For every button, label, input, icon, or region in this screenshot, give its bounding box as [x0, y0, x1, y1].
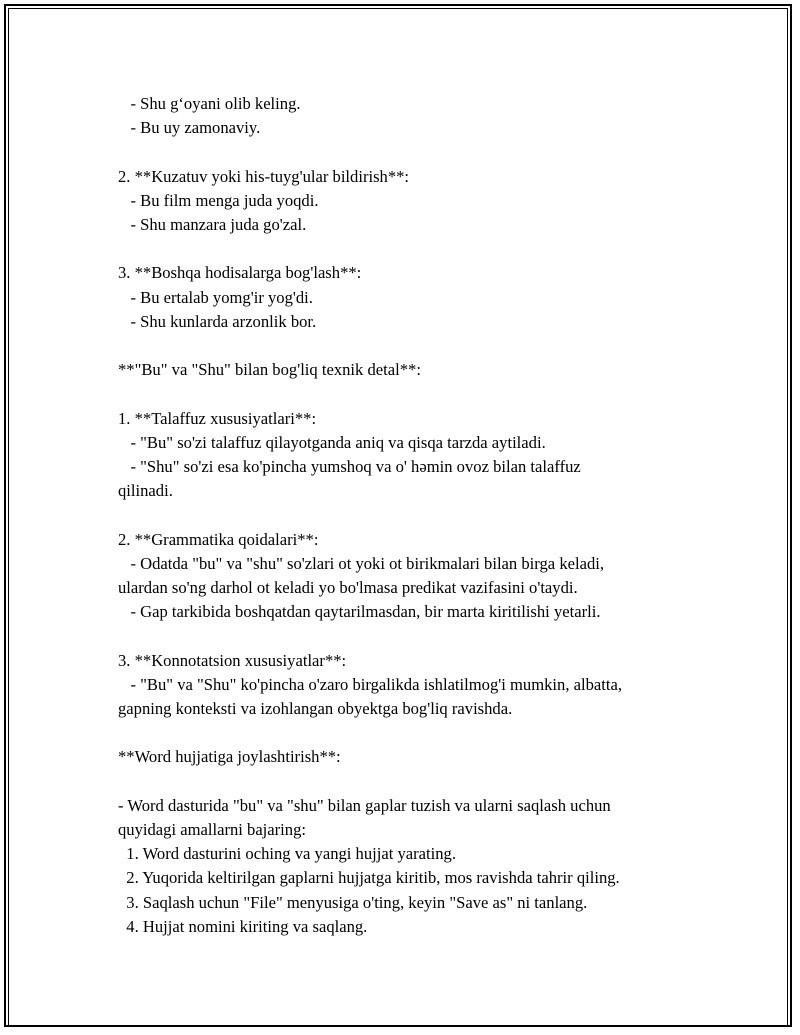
text-line: - Shu kunlarda arzonlik bor.	[118, 311, 317, 331]
blank-line	[118, 334, 688, 358]
text-line: - Bu ertalab yomg'ir yog'di.	[118, 287, 313, 307]
section-heading: 2. **Grammatika qoidalari**:	[118, 529, 319, 549]
text-line: - "Bu" va "Shu" ko'pincha o'zaro birgalikda ishlatilmog'i mumkin, albatta,	[118, 674, 622, 694]
blank-line	[118, 503, 688, 527]
text-line: - "Bu" so'zi talaffuz qilayotganda aniq va qisqa tarzda aytiladi.	[118, 432, 546, 452]
text-line: - Bu film menga juda yoqdi.	[118, 190, 319, 210]
blank-line	[118, 770, 688, 794]
section-heading: **Word hujjatiga joylashtirish**:	[118, 747, 341, 767]
text-line: - Gap tarkibida boshqatdan qaytarilmasdan, bir marta kiritilishi yetarli.	[118, 602, 601, 622]
text-line: - Bu uy zamonaviy.	[118, 118, 261, 138]
text-line: quyidagi amallarni bajaring:	[118, 819, 307, 839]
text-line: gapning konteksti va izohlangan obyektga bog'liq ravishda.	[118, 698, 513, 718]
text-line: - "Shu" so'zi esa ko'pincha yumshoq va o' həmin ovoz bilan talaffuz	[118, 456, 581, 476]
text-line: - Shu g‘oyani olib keling.	[118, 94, 301, 113]
section-heading: 1. **Talaffuz xususiyatlari**:	[118, 408, 317, 428]
list-item: 3. Saqlash uchun "File" menyusiga o'ting, keyin "Save as" ni tanlang.	[118, 892, 588, 912]
blank-line	[118, 721, 688, 745]
section-heading: 3. **Konnotatsion xususiyatlar**:	[118, 650, 347, 670]
blank-line	[118, 382, 688, 406]
list-item: 2. Yuqorida keltirilgan gaplarni hujjatga kiritib, mos ravishda tahrir qiling.	[118, 868, 620, 888]
list-item: 4. Hujjat nomini kiriting va saqlang.	[118, 916, 368, 936]
text-line: qilinadi.	[118, 481, 173, 501]
text-line: - Odatda "bu" va "shu" so'zlari ot yoki ot birikmalari bilan birga keladi,	[118, 553, 605, 573]
list-item: 1. Word dasturini oching va yangi hujjat yarating.	[118, 844, 456, 864]
section-heading: 2. **Kuzatuv yoki his-tuyg'ular bildirish**:	[118, 166, 410, 186]
section-heading: 3. **Boshqa hodisalarga bog'lash**:	[118, 263, 362, 283]
blank-line	[118, 140, 688, 164]
text-line: - Shu manzara juda go'zal.	[118, 215, 307, 234]
text-line: - Word dasturida "bu" va "shu" bilan gaplar tuzish va ularni saqlash uchun	[118, 795, 611, 815]
section-heading: **"Bu" va "Shu" bilan bog'liq texnik detal**:	[118, 360, 421, 380]
text-line: ulardan so'ng darhol ot keladi yo bo'lmasa predikat vazifasini o'taydi.	[118, 577, 578, 597]
blank-line	[118, 237, 688, 261]
blank-line	[118, 624, 688, 648]
document-body	[118, 92, 688, 939]
